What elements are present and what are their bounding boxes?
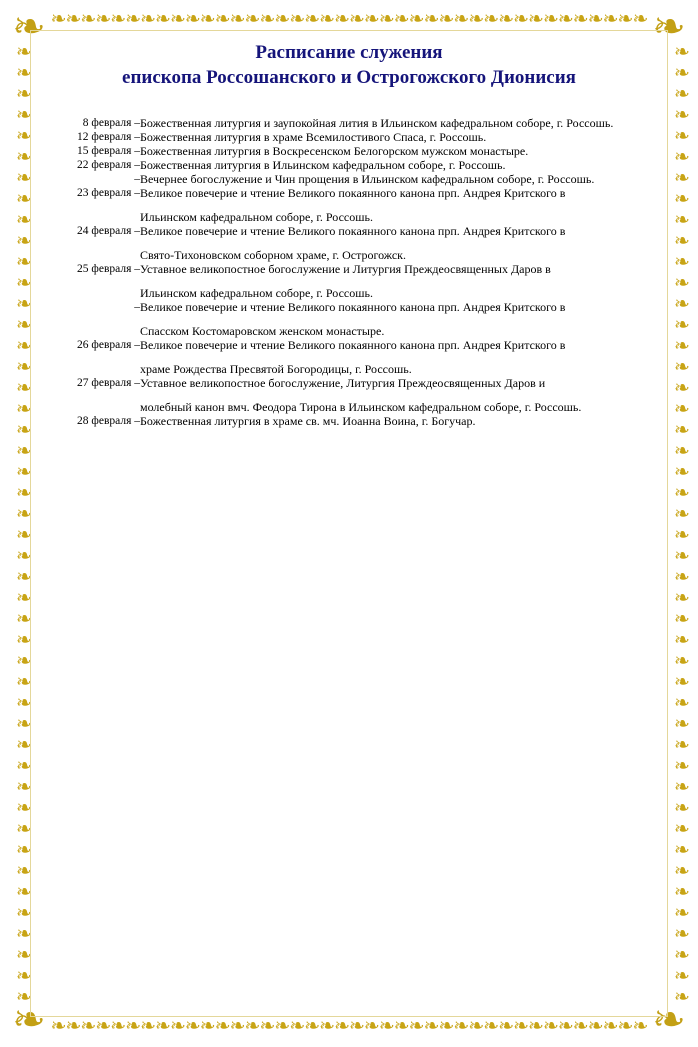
schedule-description-line: Уставное великопостное богослужение, Литургия Преждеосвященных Даров и xyxy=(140,376,546,390)
schedule-description xyxy=(140,186,654,224)
schedule-description xyxy=(140,144,654,158)
schedule-description-line: Божественная литургия в храме св. мч. Иоанна Воина, г. Богучар. xyxy=(140,414,476,428)
title-line-2: епископа Россошанского и Острогожского Дионисия xyxy=(122,67,576,88)
schedule-date: – xyxy=(134,301,140,313)
schedule-description-line: Уставное великопостное богослужение и Литургия Преждеосвященных Даров в xyxy=(140,262,551,276)
schedule-description-line: Божественная литургия в Ильинском кафедральном соборе, г. Россошь. xyxy=(140,158,506,172)
schedule-description xyxy=(140,130,654,144)
border-band-bottom: ❧❧❧❧❧❧❧❧❧❧❧❧❧❧❧❧❧❧❧❧❧❧❧❧❧❧❧❧❧❧❧❧❧❧❧❧❧❧❧❧ xyxy=(50,1016,648,1037)
schedule-row xyxy=(44,376,654,414)
schedule-description xyxy=(140,158,654,172)
schedule-date: 24 февраля – xyxy=(77,225,140,237)
schedule-date: 27 февраля – xyxy=(77,377,140,389)
schedule-row xyxy=(44,338,654,376)
schedule-description-line: Спасском Костомаровском женском монастыре. xyxy=(140,324,385,338)
schedule-row xyxy=(44,116,654,130)
title-line-1: Расписание служения xyxy=(255,42,443,63)
page-title xyxy=(44,40,654,90)
schedule-description xyxy=(140,262,654,300)
schedule-description-line: Великое повечерие и чтение Великого покаянного канона прп. Андрея Критского в xyxy=(140,186,566,200)
schedule-row xyxy=(44,224,654,262)
schedule-row xyxy=(44,300,654,338)
schedule-description-line: Великое повечерие и чтение Великого покаянного канона прп. Андрея Критского в xyxy=(140,224,566,238)
schedule-row xyxy=(44,144,654,158)
schedule-row xyxy=(44,262,654,300)
corner-ornament-top-left: ❧ xyxy=(12,4,46,49)
schedule-row xyxy=(44,130,654,144)
schedule-row xyxy=(44,172,654,186)
schedule-date: – xyxy=(134,173,140,185)
schedule-date: 25 февраля – xyxy=(77,263,140,275)
schedule-description xyxy=(140,376,654,414)
schedule-description-line: молебный канон вмч. Феодора Тирона в Ильинском кафедральном соборе, г. Россошь. xyxy=(140,400,582,414)
schedule-description xyxy=(140,224,654,262)
schedule-description-line: Божественная литургия в храме Всемилостивого Спаса, г. Россошь. xyxy=(140,130,487,144)
schedule-date: 22 февраля – xyxy=(77,159,140,171)
schedule-description-line: Великое повечерие и чтение Великого покаянного канона прп. Андрея Критского в xyxy=(140,338,566,352)
schedule-row xyxy=(44,158,654,172)
schedule-description-line: Ильинском кафедральном соборе, г. Россошь. xyxy=(140,286,373,300)
schedule-date: 12 февраля – xyxy=(77,131,140,143)
schedule-row xyxy=(44,186,654,224)
border-band-right: ❧❧❧❧❧❧❧❧❧❧❧❧❧❧❧❧❧❧❧❧❧❧❧❧❧❧❧❧❧❧❧❧❧❧❧❧❧❧❧❧❧❧❧❧❧❧ xyxy=(671,40,692,1007)
schedule-description xyxy=(140,172,654,186)
schedule-description-line: Божественная литургия в Воскресенском Белогорском мужском монастыре. xyxy=(140,144,529,158)
corner-ornament-bottom-left: ❧ xyxy=(12,997,46,1042)
schedule-description-line: Божественная литургия и заупокойная лития в Ильинском кафедральном соборе, г. Россошь. xyxy=(140,116,614,130)
schedule-description xyxy=(140,338,654,376)
schedule-body xyxy=(44,116,654,428)
corner-ornament-bottom-right: ❧ xyxy=(652,997,686,1042)
schedule-description-line: Вечернее богослужение и Чин прощения в Ильинском кафедральном соборе, г. Россошь. xyxy=(140,172,595,186)
document-content xyxy=(44,40,654,428)
schedule-description xyxy=(140,414,654,428)
schedule-description-line: Свято-Тихоновском соборном храме, г. Острогожск. xyxy=(140,248,407,262)
schedule-date: 8 февраля – xyxy=(82,117,140,129)
schedule-date: 15 февраля – xyxy=(77,145,140,157)
schedule-table xyxy=(44,116,654,428)
schedule-date: 28 февраля – xyxy=(77,415,140,427)
schedule-date: 23 февраля – xyxy=(77,187,140,199)
border-band-left: ❧❧❧❧❧❧❧❧❧❧❧❧❧❧❧❧❧❧❧❧❧❧❧❧❧❧❧❧❧❧❧❧❧❧❧❧❧❧❧❧❧❧❧❧❧❧ xyxy=(13,40,34,1007)
schedule-description-line: Ильинском кафедральном соборе, г. Россошь. xyxy=(140,210,373,224)
border-band-top: ❧❧❧❧❧❧❧❧❧❧❧❧❧❧❧❧❧❧❧❧❧❧❧❧❧❧❧❧❧❧❧❧❧❧❧❧❧❧❧❧ xyxy=(50,9,648,30)
schedule-description xyxy=(140,116,654,130)
schedule-description xyxy=(140,300,654,338)
corner-ornament-top-right: ❧ xyxy=(652,4,686,49)
schedule-date: 26 февраля – xyxy=(77,339,140,351)
schedule-description-line: Великое повечерие и чтение Великого покаянного канона прп. Андрея Критского в xyxy=(140,300,566,314)
schedule-description-line: храме Рождества Пресвятой Богородицы, г. Россошь. xyxy=(140,362,412,376)
schedule-row xyxy=(44,414,654,428)
